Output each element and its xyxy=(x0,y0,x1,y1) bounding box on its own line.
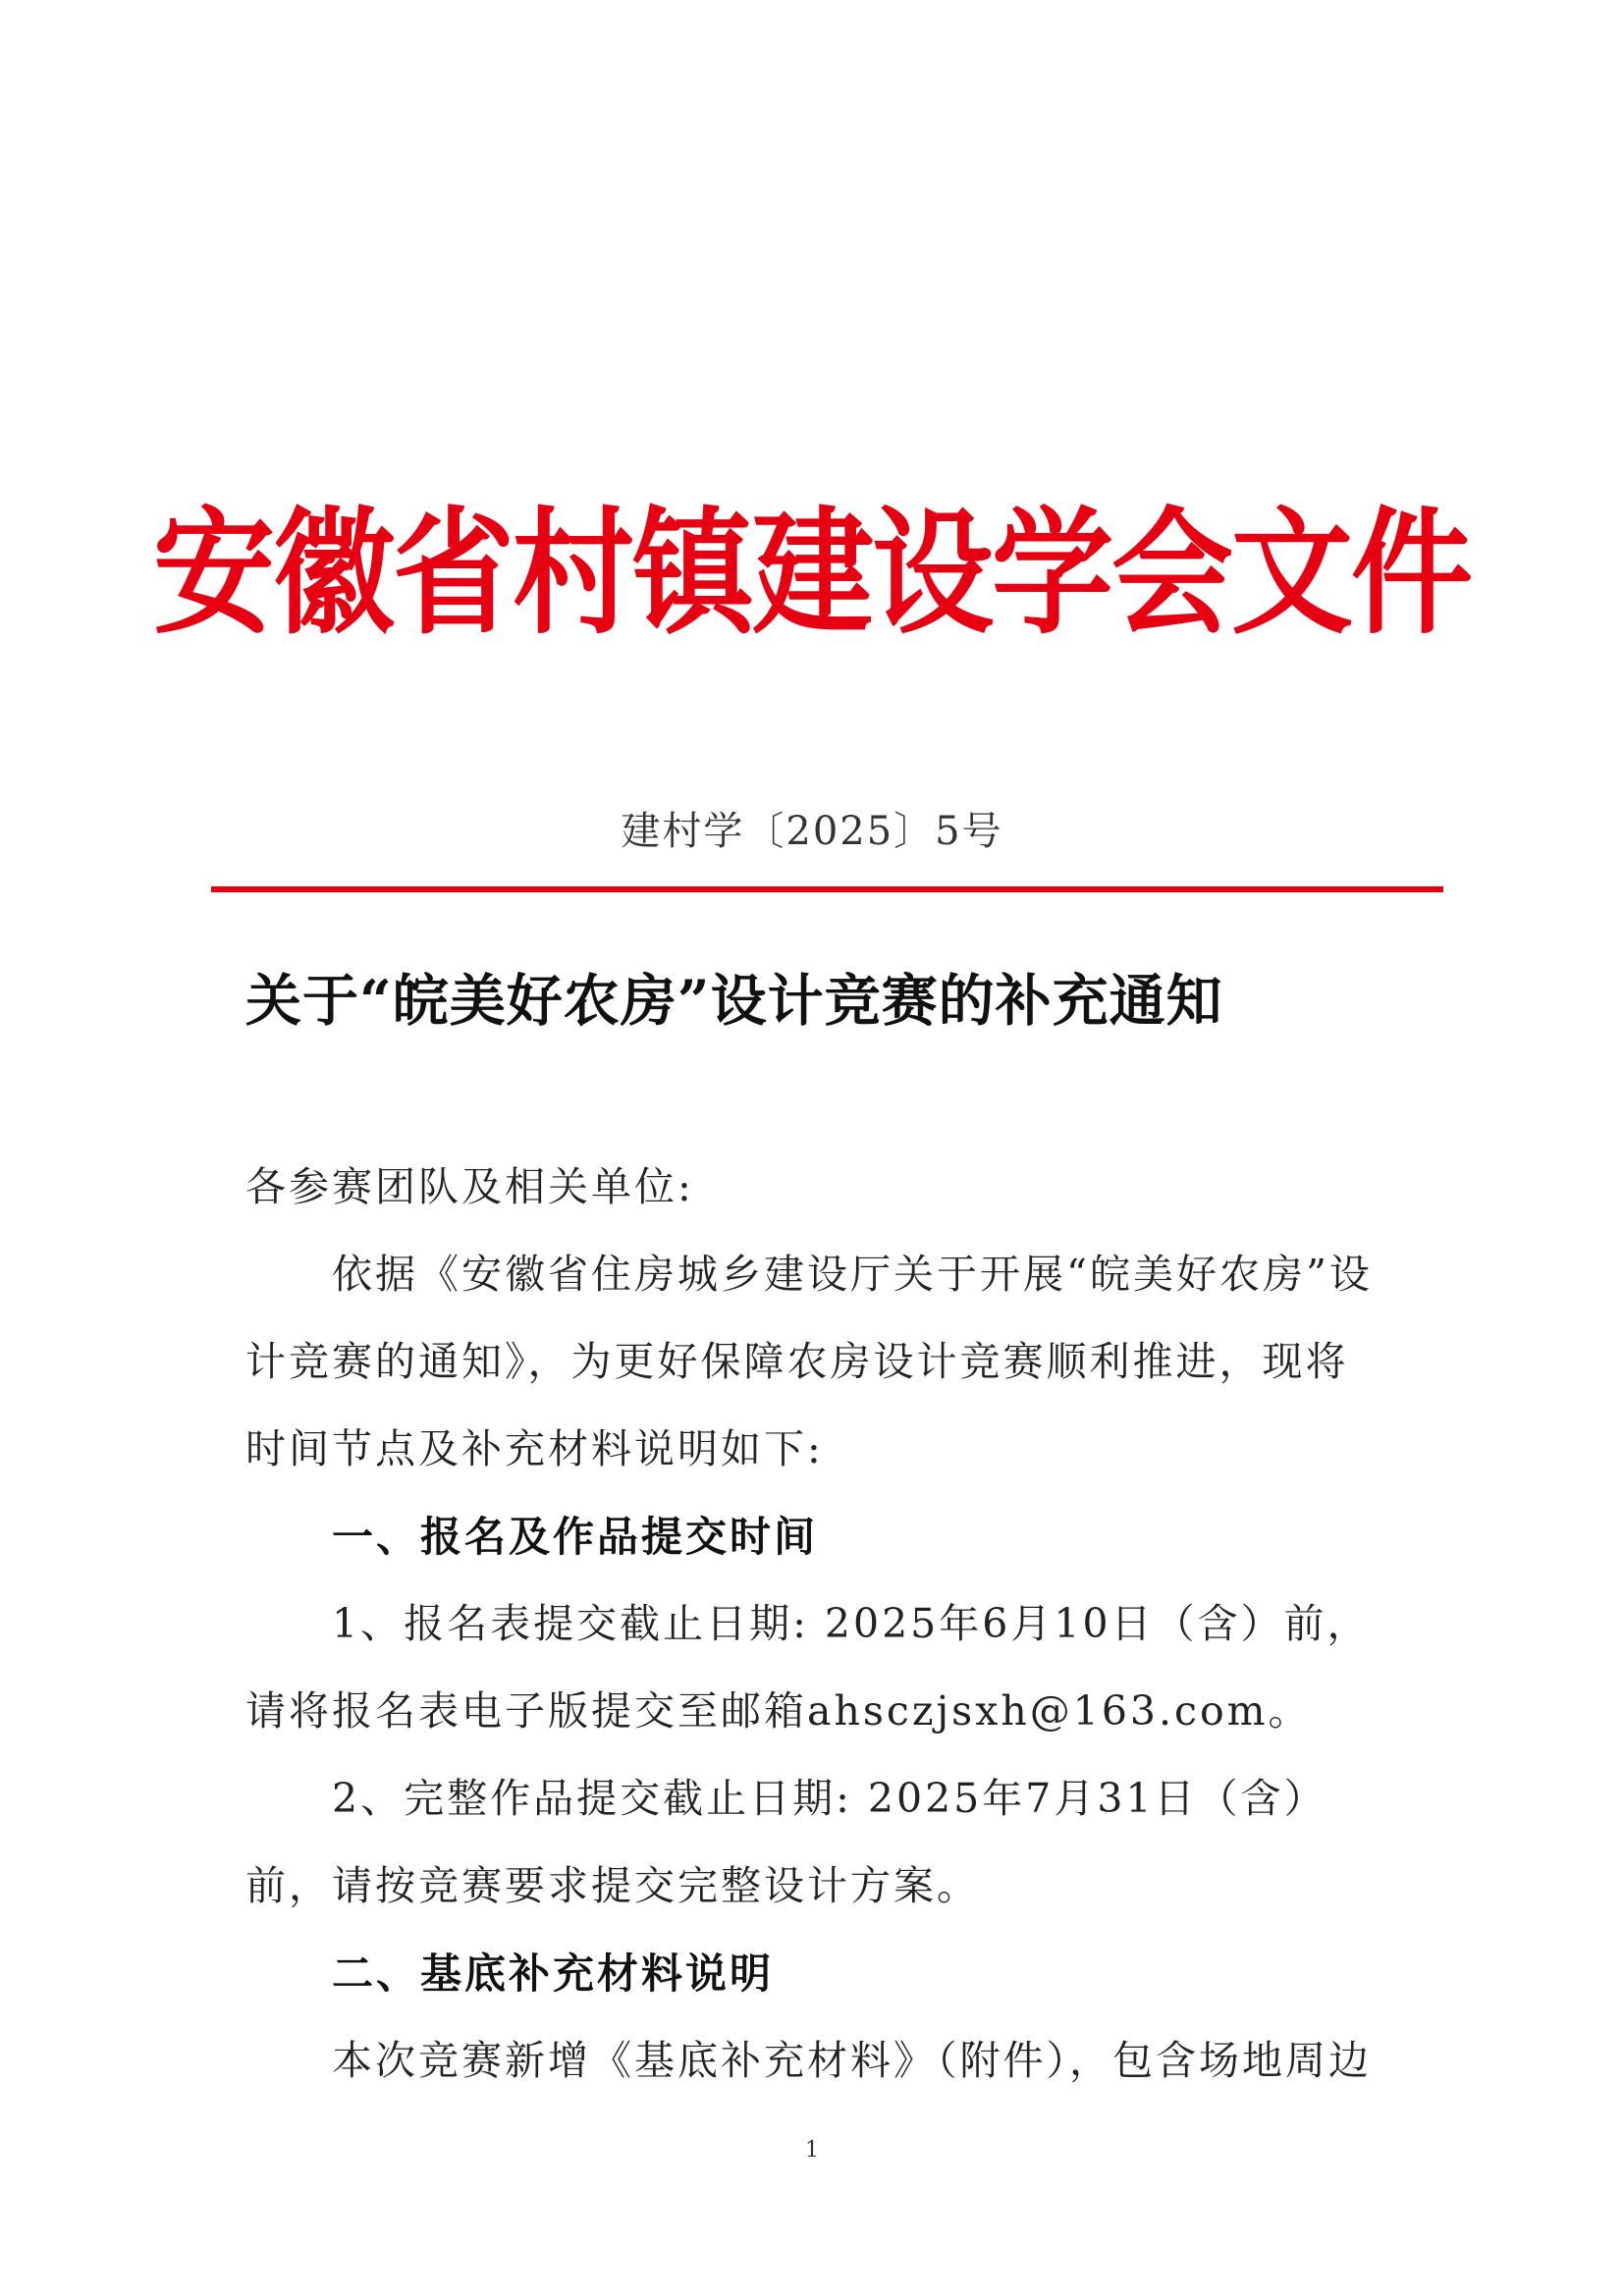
intro-paragraph: 依据《安徽省住房城乡建设厅关于开展“皖美好农房”设计竞赛的通知》，为更好保障农房设计竞赛顺利推进，现将时间节点及补充材料说明如下: xyxy=(245,1251,1373,1472)
item2-paragraph: 2、完整作品提交截止日期: 2025年7月31日（含）前，请按竞赛要求提交完整设计方案。 xyxy=(245,1775,1327,1909)
section2-heading: 二、基底补充材料说明 xyxy=(332,1949,775,1998)
notice-body xyxy=(245,1144,1384,2105)
notice-title: 关于“皖美好农房”设计竞赛的补充通知 xyxy=(245,968,1223,1034)
page-number: 1 xyxy=(805,2138,819,2163)
item1-paragraph: 1、报名表提交截止日期: 2025年6月10日（含）前，请将报名表电子版提交至邮箱ahsczjsxh@163.com。 xyxy=(245,1600,1371,1735)
org-header-title: 安徽省村镇建设学会文件 xyxy=(152,495,1471,654)
section1-heading: 一、报名及作品提交时间 xyxy=(332,1513,819,1561)
salutation: 各参赛团队及相关单位: xyxy=(245,1163,694,1210)
red-divider-line xyxy=(211,886,1443,892)
section2-paragraph: 本次竞赛新增《基底补充材料》（附件），包含场地周边 xyxy=(332,2037,1372,2084)
document-number: 建村学〔2025〕5号 xyxy=(621,809,1003,854)
